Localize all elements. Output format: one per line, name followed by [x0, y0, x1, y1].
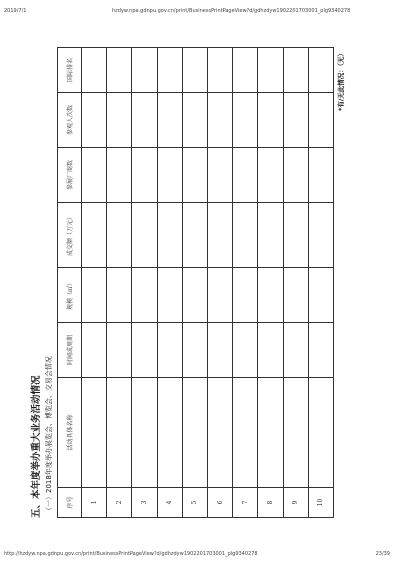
- table-row: [308, 48, 333, 518]
- table-cell: [233, 378, 258, 488]
- table-row: [283, 48, 308, 518]
- table-cell: [233, 48, 258, 93]
- col-header-scale: 规模（㎡）: [58, 268, 82, 323]
- has-activity-note: *有/无此情况：（无）: [337, 50, 345, 112]
- table-cell: [107, 148, 132, 203]
- row-number: 1: [82, 488, 107, 518]
- col-header-exhibitors: 参展厂商数: [58, 148, 82, 203]
- table-cell: [233, 203, 258, 268]
- table-cell: [308, 378, 333, 488]
- table-cell: [82, 378, 107, 488]
- table-cell: [107, 48, 132, 93]
- table-cell: [182, 378, 207, 488]
- table-cell: [107, 268, 132, 323]
- table-cell: [182, 48, 207, 93]
- table-cell: [283, 378, 308, 488]
- table-cell: [233, 323, 258, 378]
- table-cell: [283, 323, 308, 378]
- col-header-index: 序号: [58, 488, 82, 518]
- table-row: [207, 48, 232, 518]
- table-cell: [157, 148, 182, 203]
- table-cell: [107, 203, 132, 268]
- table-cell: [107, 93, 132, 148]
- row-number: 8: [258, 488, 283, 518]
- row-number: 6: [207, 488, 232, 518]
- table-cell: [308, 268, 333, 323]
- table-cell: [233, 93, 258, 148]
- table-cell: [107, 378, 132, 488]
- table-row: [182, 48, 207, 518]
- table-cell: [132, 93, 157, 148]
- table-cell: [207, 48, 232, 93]
- print-date: 2019/7/1: [4, 8, 27, 14]
- table-row: [157, 48, 182, 518]
- table-row: [258, 48, 283, 518]
- table-cell: [233, 268, 258, 323]
- row-number: 9: [283, 488, 308, 518]
- table-cell: [107, 323, 132, 378]
- table-cell: [82, 93, 107, 148]
- table-cell: [308, 323, 333, 378]
- table-cell: [283, 93, 308, 148]
- col-header-period: 时间或周期: [58, 323, 82, 378]
- table-cell: [207, 323, 232, 378]
- rotated-form-sheet: [30, 48, 350, 518]
- table-cell: [182, 148, 207, 203]
- section-subtitle: （一）2018年度举办展览会、博览会、交易会情况: [45, 356, 53, 514]
- table-cell: [132, 268, 157, 323]
- table-header-row: [58, 48, 82, 518]
- table-cell: [207, 378, 232, 488]
- table-cell: [157, 378, 182, 488]
- table-row: [82, 48, 107, 518]
- table-cell: [157, 323, 182, 378]
- table-cell: [283, 268, 308, 323]
- row-number: 5: [182, 488, 207, 518]
- print-header: [0, 8, 400, 20]
- table-cell: [258, 378, 283, 488]
- table-cell: [82, 148, 107, 203]
- table-row: [132, 48, 157, 518]
- table-cell: [82, 203, 107, 268]
- table-cell: [258, 323, 283, 378]
- row-number: 4: [157, 488, 182, 518]
- table-cell: [308, 48, 333, 93]
- table-cell: [182, 203, 207, 268]
- table-cell: [132, 378, 157, 488]
- table-cell: [132, 48, 157, 93]
- print-footer: [0, 551, 400, 563]
- table-cell: [82, 268, 107, 323]
- table-cell: [132, 323, 157, 378]
- table-cell: [258, 148, 283, 203]
- table-cell: [258, 93, 283, 148]
- table-cell: [258, 268, 283, 323]
- row-number: 7: [233, 488, 258, 518]
- table-cell: [132, 203, 157, 268]
- table-cell: [82, 323, 107, 378]
- col-header-activity-name: 活动具体名称: [58, 378, 82, 488]
- table-cell: [258, 48, 283, 93]
- table-cell: [308, 93, 333, 148]
- row-number: 3: [132, 488, 157, 518]
- row-number: 2: [107, 488, 132, 518]
- table-cell: [157, 93, 182, 148]
- col-header-turnover: 成交额（万元）: [58, 203, 82, 268]
- table-cell: [157, 203, 182, 268]
- table-cell: [308, 203, 333, 268]
- table-cell: [132, 148, 157, 203]
- table-row: [233, 48, 258, 518]
- table-cell: [207, 203, 232, 268]
- table-cell: [207, 93, 232, 148]
- table-cell: [157, 268, 182, 323]
- table-cell: [207, 148, 232, 203]
- footer-url: http://hzdyw.npa.gdnpu.gov.cn/print/BusinessPrintPageView?d/gdhzdyw1902201703001_plg9340278: [4, 551, 258, 557]
- table-cell: [182, 323, 207, 378]
- table-cell: [207, 268, 232, 323]
- row-number: 10: [308, 488, 333, 518]
- table-cell: [258, 203, 283, 268]
- table-cell: [233, 148, 258, 203]
- table-cell: [283, 48, 308, 93]
- table-cell: [283, 203, 308, 268]
- table-row: [107, 48, 132, 518]
- page-number: 23/39: [375, 551, 390, 557]
- table-cell: [308, 148, 333, 203]
- activities-table: [57, 47, 334, 518]
- col-header-visitors: 参观人次数: [58, 93, 82, 148]
- print-url: hzdyw.npa.gdnpu.gov.cn/print/BusinessPrintPageView?d/gdhzdyw1902201703001_plg9340278: [112, 8, 351, 14]
- section-title: 五、本年度举办重大业务活动情况: [31, 375, 42, 518]
- table-cell: [283, 148, 308, 203]
- col-header-intl-rank: 国际排名: [58, 48, 82, 93]
- table-cell: [182, 268, 207, 323]
- table-cell: [182, 93, 207, 148]
- table-cell: [82, 48, 107, 93]
- table-cell: [157, 48, 182, 93]
